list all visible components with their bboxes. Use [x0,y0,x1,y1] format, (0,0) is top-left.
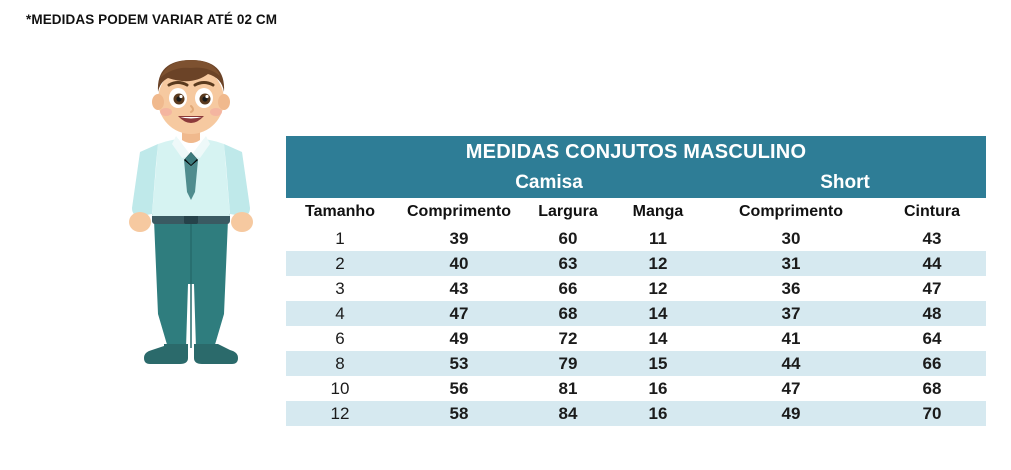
cell-size: 4 [286,301,394,326]
cell-shirt-length: 39 [394,226,524,251]
cell-sleeve: 14 [612,326,704,351]
table-row [286,276,986,301]
cell-size: 12 [286,401,394,426]
header-manga: Manga [612,198,704,226]
cell-shorts-length: 44 [704,351,878,376]
cell-waist: 43 [878,226,986,251]
header-largura: Largura [524,198,612,226]
cell-size: 8 [286,351,394,376]
size-chart-table [286,136,986,426]
cell-shorts-length: 30 [704,226,878,251]
measurement-disclaimer: *MEDIDAS PODEM VARIAR ATÉ 02 CM [26,12,278,27]
cell-shirt-width: 79 [524,351,612,376]
table-title-row [286,136,986,168]
cell-shorts-length: 47 [704,376,878,401]
cell-shirt-length: 58 [394,401,524,426]
cell-sleeve: 15 [612,351,704,376]
cell-sleeve: 14 [612,301,704,326]
header-comprimento-camisa: Comprimento [394,198,524,226]
cell-shirt-length: 53 [394,351,524,376]
table-row [286,376,986,401]
cell-sleeve: 16 [612,401,704,426]
cell-waist: 64 [878,326,986,351]
cell-sleeve: 12 [612,276,704,301]
group-blank-cell [286,168,394,198]
cell-shirt-length: 40 [394,251,524,276]
cell-size: 6 [286,326,394,351]
table-row [286,351,986,376]
cell-shirt-length: 49 [394,326,524,351]
cell-size: 10 [286,376,394,401]
cell-sleeve: 12 [612,251,704,276]
table-header-row [286,198,986,226]
header-cintura: Cintura [878,198,986,226]
cell-size: 3 [286,276,394,301]
cell-shirt-length: 43 [394,276,524,301]
boy-in-school-uniform-illustration [96,52,286,382]
cell-shirt-width: 81 [524,376,612,401]
cell-shirt-width: 72 [524,326,612,351]
table-row [286,401,986,426]
cell-waist: 66 [878,351,986,376]
cell-shirt-width: 60 [524,226,612,251]
cell-shirt-width: 66 [524,276,612,301]
cell-shorts-length: 41 [704,326,878,351]
table-row [286,326,986,351]
cell-waist: 68 [878,376,986,401]
cell-shorts-length: 36 [704,276,878,301]
cell-waist: 48 [878,301,986,326]
cell-sleeve: 11 [612,226,704,251]
cell-shorts-length: 31 [704,251,878,276]
cell-shorts-length: 49 [704,401,878,426]
cell-shirt-length: 56 [394,376,524,401]
cell-shirt-width: 63 [524,251,612,276]
table-group-row [286,168,986,198]
cell-waist: 70 [878,401,986,426]
cell-shorts-length: 37 [704,301,878,326]
cell-shirt-width: 68 [524,301,612,326]
table-row [286,226,986,251]
cell-size: 2 [286,251,394,276]
cell-size: 1 [286,226,394,251]
cell-sleeve: 16 [612,376,704,401]
table-row [286,251,986,276]
table-title: MEDIDAS CONJUTOS MASCULINO [286,136,986,168]
cell-waist: 47 [878,276,986,301]
header-comprimento-short: Comprimento [704,198,878,226]
cell-shirt-length: 47 [394,301,524,326]
header-tamanho: Tamanho [286,198,394,226]
group-header-camisa: Camisa [394,168,704,198]
group-header-short: Short [704,168,986,198]
cell-waist: 44 [878,251,986,276]
cell-shirt-width: 84 [524,401,612,426]
table-row [286,301,986,326]
